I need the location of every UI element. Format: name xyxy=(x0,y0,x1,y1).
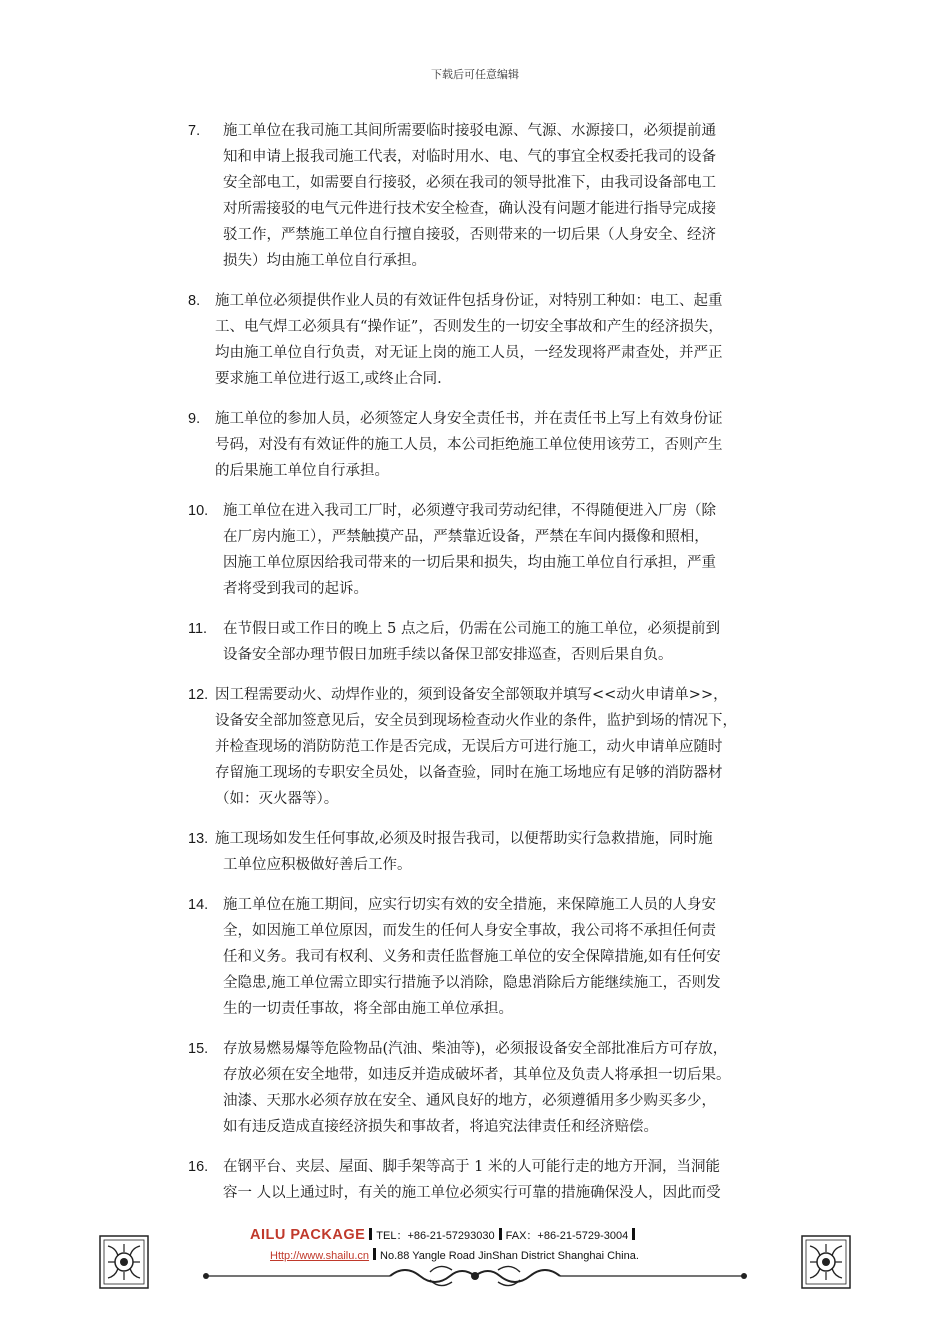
separator-bar xyxy=(369,1228,372,1240)
clause-item xyxy=(188,826,818,878)
clause-text-line: 因工程需要动火、动焊作业的，须到设备安全部领取并填写<<动火申请单>>， xyxy=(215,687,728,703)
company-website-link[interactable]: Http://www.shailu.cn xyxy=(270,1250,370,1262)
page-header: 下载后可任意编辑 xyxy=(431,68,519,81)
separator-bar xyxy=(499,1228,502,1240)
clause-number: 13. xyxy=(188,831,209,847)
clause-text-line: 施工现场如发生任何事故,必须及时报告我司，以便帮助实行急救措施，同时施 xyxy=(215,831,713,847)
ornament-corner-right-icon xyxy=(800,1234,852,1290)
clause-item xyxy=(188,892,818,1022)
clause-number: 9. xyxy=(188,411,201,427)
clause-text-line: 全隐患,施工单位需立即实行措施予以消除，隐患消除后方能继续施工，否则发 xyxy=(223,975,721,991)
separator-bar xyxy=(632,1228,635,1240)
clause-item xyxy=(188,1154,818,1206)
clause-item xyxy=(188,406,818,484)
clause-text-line: 安全部电工，如需要自行接驳，必须在我司的领导批准下，由我司设备部电工 xyxy=(223,175,716,191)
clause-text-line: 生的一切责任事故，将全部由施工单位承担。 xyxy=(223,1001,513,1017)
clause-text-line: 对所需接驳的电气元件进行技术安全检查，确认没有问题才能进行指导完成接 xyxy=(223,201,716,217)
clause-text-line: 并检查现场的消防防范工作是否完成，无误后方可进行施工，动火申请单应随时 xyxy=(215,739,723,755)
company-address: No.88 Yangle Road JinShan District Shanghai China. xyxy=(380,1250,639,1262)
clause-text-line: 均由施工单位自行负责，对无证上岗的施工人员，一经发现将严肃查处，并严正 xyxy=(215,345,723,361)
clause-item xyxy=(188,288,818,392)
clause-text-line: 在节假日或工作日的晚上 5 点之后，仍需在公司施工的施工单位，必须提前到 xyxy=(223,621,720,637)
clause-text-line: 者将受到我司的起诉。 xyxy=(223,581,368,597)
clause-number: 14. xyxy=(188,897,209,913)
clause-text-line: 知和申请上报我司施工代表，对临时用水、电、气的事宜全权委托我司的设备 xyxy=(223,149,716,165)
clause-text-line: 如有违反造成直接经济损失和事故者，将追究法律责任和经济赔偿。 xyxy=(223,1119,658,1135)
clause-text-line: 的后果施工单位自行承担。 xyxy=(215,463,389,479)
clause-number: 10. xyxy=(188,503,209,519)
clause-text-line: 设备安全部办理节假日加班手续以备保卫部安排巡查，否则后果自负。 xyxy=(223,647,673,663)
clause-text-line: 号码，对没有有效证件的施工人员，本公司拒绝施工单位使用该劳工，否则产生 xyxy=(215,437,723,453)
clause-text-line: 存放易燃易爆等危险物品(汽油、柴油等)，必须报设备安全部批准后方可存放， xyxy=(223,1041,728,1057)
clause-item xyxy=(188,616,818,668)
clause-text-line: 任和义务。我司有权利、义务和责任监督施工单位的安全保障措施,如有任何安 xyxy=(223,949,721,965)
company-telephone: TEL：+86-21-57293030 xyxy=(376,1230,495,1242)
company-contact-line xyxy=(250,1227,639,1243)
clause-text-line: 施工单位在施工期间，应实行切实有效的安全措施，来保障施工人员的人身安 xyxy=(223,897,716,913)
clause-text-line: 在厂房内施工），严禁触摸产品，严禁靠近设备，严禁在车间内摄像和照相， xyxy=(223,529,709,545)
clause-text-line: 损失）均由施工单位自行承担。 xyxy=(223,253,426,269)
company-brand: AILU PACKAGE xyxy=(250,1227,366,1243)
clause-item xyxy=(188,118,818,274)
clause-text-line: 要求施工单位进行返工,或终止合同. xyxy=(215,371,442,387)
clause-text-line: 油漆、天那水必须存放在安全、通风良好的地方，必须遵循用多少购买多少， xyxy=(223,1093,716,1109)
clause-number: 16. xyxy=(188,1159,209,1175)
ornament-corner-left-icon xyxy=(98,1234,150,1290)
clause-text-line: 因施工单位原因给我司带来的一切后果和损失，均由施工单位自行承担，严重 xyxy=(223,555,716,571)
clause-number: 12. xyxy=(188,687,209,703)
clause-text-line: 施工单位在我司施工其间所需要临时接驳电源、气源、水源接口，必须提前通 xyxy=(223,123,716,139)
clause-text-line: 施工单位的参加人员，必须签定人身安全责任书，并在责任书上写上有效身份证 xyxy=(215,411,723,427)
clause-number: 11. xyxy=(188,621,208,637)
clause-text-line: 工单位应积极做好善后工作。 xyxy=(223,857,412,873)
clause-text-line: 施工单位在进入我司工厂时，必须遵守我司劳动纪律，不得随便进入厂房（除 xyxy=(223,503,716,519)
clause-item xyxy=(188,1036,818,1140)
clause-text-line: 存放必须在安全地带，如违反并造成破坏者，其单位及负责人将承担一切后果。 xyxy=(223,1067,731,1083)
clause-text-line: 工、电气焊工必须具有“操作证”，否则发生的一切安全事故和产生的经济损失， xyxy=(215,319,723,335)
company-address-line xyxy=(270,1248,639,1262)
clause-text-line: 施工单位必须提供作业人员的有效证件包括身份证，对特别工种如：电工、起重 xyxy=(215,293,723,309)
ornament-flourish-icon xyxy=(200,1262,750,1290)
separator-bar xyxy=(373,1248,376,1260)
clause-text-line: 设备安全部加签意见后，安全员到现场检查动火作业的条件，监护到场的情况下， xyxy=(215,713,737,729)
clause-text-line: 全，如因施工单位原因，而发生的任何人身安全事故，我公司将不承担任何责 xyxy=(223,923,716,939)
clause-item xyxy=(188,498,818,602)
company-fax: FAX：+86-21-5729-3004 xyxy=(505,1230,629,1242)
clause-number: 15. xyxy=(188,1041,209,1057)
document-body xyxy=(188,118,818,1220)
clause-text-line: 容一 人以上通过时，有关的施工单位必须实行可靠的措施确保没人，因此而受 xyxy=(223,1185,721,1201)
clause-text-line: （如：灭火器等）。 xyxy=(215,791,339,807)
clause-text-line: 驳工作，严禁施工单位自行擅自接驳，否则带来的一切后果（人身安全、经济 xyxy=(223,227,716,243)
clause-text-line: 存留施工现场的专职安全员处，以备查验，同时在施工场地应有足够的消防器材 xyxy=(215,765,723,781)
clause-text-line: 在钢平台、夹层、屋面、脚手架等高于 1 米的人可能行走的地方开洞，当洞能 xyxy=(223,1159,720,1175)
clause-item xyxy=(188,682,818,812)
page-footer xyxy=(0,1222,950,1322)
clause-number: 7. xyxy=(188,123,201,139)
clause-number: 8. xyxy=(188,293,201,309)
